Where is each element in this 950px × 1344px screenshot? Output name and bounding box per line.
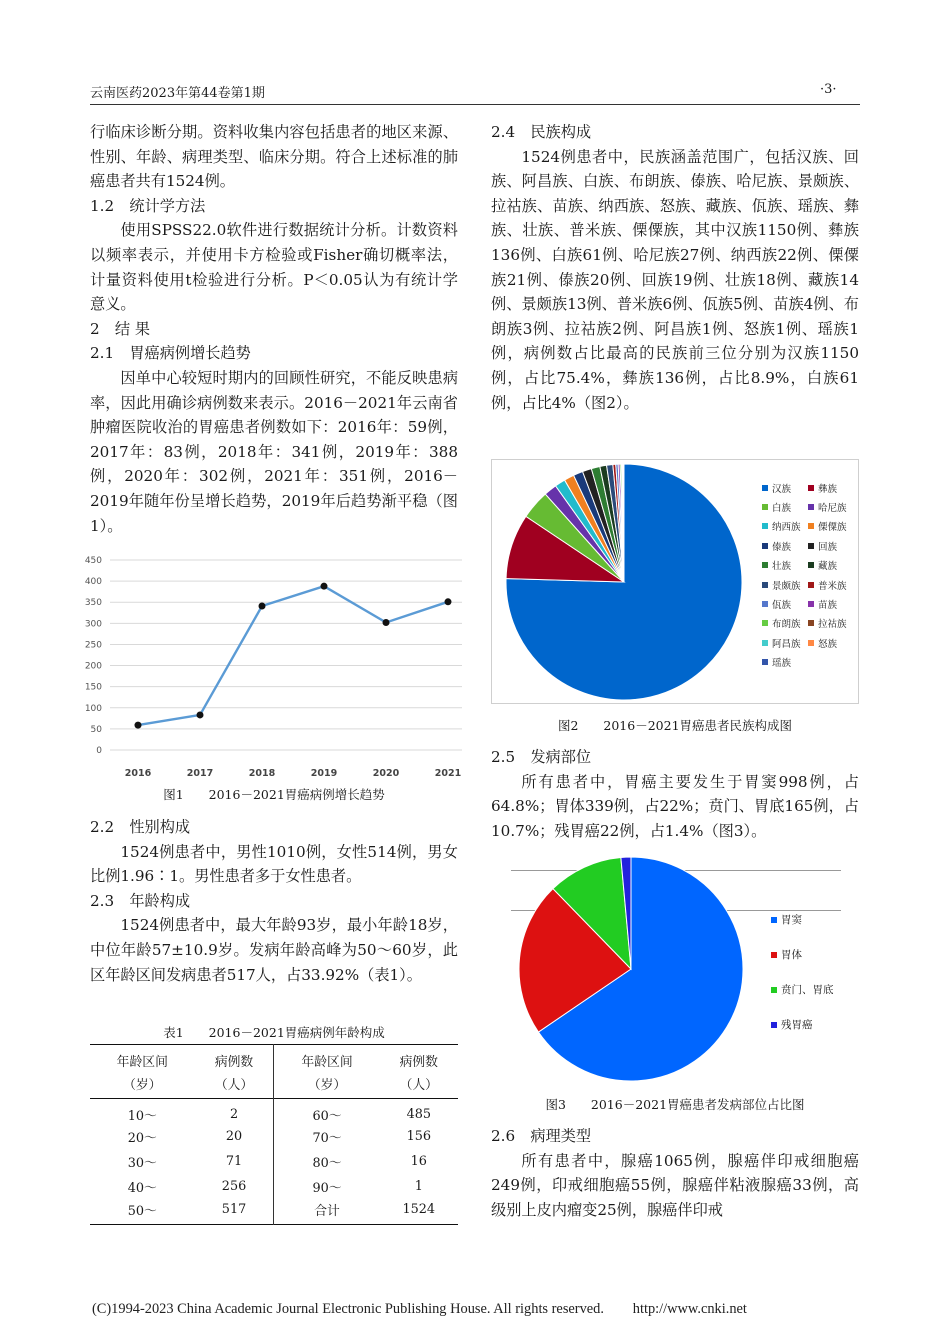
- table-cell: 80～: [312, 1156, 342, 1171]
- legend-entry: [762, 655, 808, 669]
- legend-label: 贲门、胃底: [781, 984, 834, 996]
- paragraph: 因单中心较短时期内的回顾性研究，不能反映患病率，因此用确诊病例数来表示。2016－2021年云南省肿瘤医院收治的胃癌患者例数如下：2016年：59例，2017年：83例，2018年：341例，2019年：388例，2020年：302例，2021年：351例，2016－2019年随年份呈增长趋势，2019年后趋势渐平稳（图1）。: [90, 368, 458, 535]
- legend-label: 彝族: [818, 483, 838, 495]
- table-caption: 表1 2016－2021胃癌病例年龄构成: [163, 1025, 385, 1040]
- legend-row: [762, 536, 857, 555]
- paragraph: 使用SPSS22.0软件进行数据统计分析。计数资料以频率表示，并使用卡方检验或Fisher确切概率法，计量资料使用t检验进行分析。P＜0.05认为有统计学意义。: [90, 221, 458, 314]
- table-cell: 156: [406, 1129, 431, 1144]
- table-header: 年龄区间: [116, 1055, 168, 1070]
- y-tick-label: 450: [84, 556, 102, 566]
- ethnic-pie-frame: [491, 459, 859, 704]
- header-rule: [90, 104, 860, 105]
- table-cell: 30～: [127, 1156, 157, 1171]
- legend-row: [762, 497, 857, 516]
- legend-label: 哈尼族: [818, 503, 847, 515]
- legend-swatch: [762, 485, 768, 491]
- y-tick-label: 350: [84, 598, 102, 609]
- x-tick-label: 2021: [434, 768, 462, 779]
- legend-swatch: [771, 987, 777, 993]
- legend-entry: [762, 578, 808, 592]
- y-tick-label: 100: [84, 703, 102, 714]
- legend-label: 残胃癌: [781, 1019, 813, 1031]
- copyright-footer: (C)1994-2023 China Academic Journal Electronic Publishing House. All rights reserved. http://www.cnki.net: [92, 1301, 747, 1317]
- legend-entry: [762, 481, 808, 495]
- legend-entry: [771, 902, 859, 937]
- table-cell: 2: [195, 1099, 274, 1125]
- table-unit: （人）: [195, 1070, 274, 1099]
- table-unit: （岁）: [307, 1078, 347, 1093]
- paragraph: 行临床诊断分期。资料收集内容包括患者的地区来源、性别、年龄、病理类型、临床分期。符合上述标准的肺癌患者共有1524例。: [90, 123, 458, 191]
- table-row: [90, 1099, 458, 1125]
- section-heading: 2.1 胃癌病例增长趋势: [90, 344, 251, 363]
- legend-label: 景颇族: [772, 580, 801, 592]
- legend-entry: [808, 558, 854, 572]
- legend-swatch: [808, 640, 814, 646]
- section-heading: 2.2 性别构成: [90, 818, 191, 836]
- legend-label: 胃窦: [781, 914, 802, 926]
- legend-label: 阿昌族: [772, 638, 801, 650]
- legend-entry: [771, 1007, 859, 1042]
- site-legend: [771, 902, 859, 1042]
- legend-row: [762, 556, 857, 575]
- left-column-lower: [90, 815, 458, 987]
- legend-swatch: [762, 582, 768, 588]
- legend-entry: [808, 519, 854, 533]
- legend-label: 纳西族: [772, 522, 801, 534]
- data-point: [259, 603, 266, 610]
- y-tick-label: 50: [90, 724, 102, 735]
- legend-label: 傣族: [772, 541, 792, 553]
- x-tick-label: 2019: [310, 768, 338, 779]
- legend-row: [762, 575, 857, 594]
- table-cell: 517: [195, 1199, 274, 1224]
- age-table: [90, 1044, 458, 1225]
- legend-label: 汉族: [772, 483, 792, 495]
- left-column: [90, 120, 458, 538]
- legend-entry: [771, 937, 859, 972]
- legend-label: 怒族: [818, 638, 838, 650]
- table-cell: 20～: [127, 1131, 157, 1146]
- legend-label: 普米族: [818, 580, 847, 592]
- legend-label: 壮族: [772, 561, 792, 573]
- legend-swatch: [762, 504, 768, 510]
- legend-swatch: [808, 562, 814, 568]
- table-cell: 1524: [402, 1202, 436, 1218]
- paragraph: 所有患者中，胃癌主要发生于胃窦998例，占64.8%；胃体339例，占22%；贲门、胃底165例，占10.7%；残胃癌22例，占1.4%（图3）。: [491, 772, 859, 840]
- figure-caption: 图2 2016－2021胃癌患者民族构成图: [557, 718, 793, 733]
- legend-entry: [808, 616, 854, 630]
- legend-swatch: [762, 620, 768, 626]
- y-tick-label: 200: [84, 661, 102, 672]
- legend-entry: [808, 597, 854, 611]
- legend-entry: [762, 519, 808, 533]
- table-cell: 70～: [312, 1131, 342, 1146]
- right-column: [491, 120, 859, 415]
- data-point: [445, 598, 452, 605]
- figure-caption: 图1 2016－2021胃癌病例增长趋势: [163, 787, 385, 802]
- legend-row: [762, 517, 857, 536]
- paragraph: 1524例患者中，民族涵盖范围广，包括汉族、回族、阿昌族、白族、布朗族、傣族、哈尼族、景颇族、拉祜族、苗族、纳西族、怒族、藏族、佤族、瑶族、彝族、壮族、普米族、傈僳族，其中汉族1150例、彝族136例、白族61例、哈尼族27例、纳西族22例、傈僳族21例、傣族20例、回族19例、壮族18例、藏族14例、景颇族13例、普米族6例、佤族5例、苗族4例、布朗族3例、拉祜族2例、阿昌族1例、怒族1例、瑶族1例，病例数占比最高的民族前三位分别为汉族1150例，占比75.4%，彝族136例，占比8.9%，白族61例，占比4%（图2）。: [491, 147, 859, 412]
- table-unit: （岁）: [123, 1078, 162, 1093]
- table-cell: 485: [406, 1107, 431, 1122]
- x-tick-label: 2018: [248, 768, 276, 779]
- table-header: 年龄区间: [301, 1055, 353, 1070]
- table-row: [90, 1199, 458, 1224]
- legend-label: 佤族: [772, 600, 792, 612]
- table-cell: 20: [195, 1124, 274, 1149]
- y-tick-label: 150: [84, 682, 102, 693]
- legend-swatch: [808, 582, 814, 588]
- legend-row: [762, 633, 857, 652]
- ethnic-pie-chart: [504, 462, 744, 702]
- legend-swatch: [762, 562, 768, 568]
- legend-swatch: [771, 952, 777, 958]
- table-cell: 合计: [314, 1204, 340, 1220]
- x-tick-label: 2020: [372, 768, 400, 779]
- x-tick-label: 2017: [186, 768, 214, 779]
- paragraph: 所有患者中，腺癌1065例，腺癌伴印戒细胞癌249例，印戒细胞癌55例，腺癌伴粘液腺癌33例，高级别上皮内瘤变25例，腺癌伴印戒: [491, 1151, 859, 1219]
- paragraph: 1524例患者中，最大年龄93岁，最小年龄18岁，中位年龄57±10.9岁。发病年龄高峰为50～60岁，此区年龄区间发病患者517人，占33.92%（表1）。: [90, 916, 458, 984]
- journal-header: 云南医药2023年第44卷第1期: [90, 86, 265, 101]
- table-row: [90, 1124, 458, 1149]
- legend-entry: [762, 539, 808, 553]
- legend-swatch: [808, 523, 814, 529]
- growth-line-chart: [80, 552, 470, 784]
- x-tick-label: 2016: [124, 768, 152, 779]
- legend-entry: [808, 636, 854, 650]
- section-heading: 2 结 果: [90, 319, 151, 338]
- legend-entry: [771, 972, 859, 1007]
- legend-row: [762, 478, 857, 497]
- legend-row: [762, 594, 857, 613]
- legend-swatch: [808, 485, 814, 491]
- section-heading: 2.3 年龄构成: [90, 891, 191, 910]
- data-point: [383, 619, 390, 626]
- paragraph: 1524例患者中，男性1010例，女性514例，男女比例1.96∶1。男性患者多于女性患者。: [90, 842, 458, 886]
- right-column-lower: [491, 1124, 859, 1222]
- table-cell: 1: [414, 1179, 423, 1194]
- y-tick-label: 300: [84, 619, 102, 630]
- legend-entry: [808, 578, 854, 592]
- section-heading: 1.2 统计学方法: [90, 196, 206, 215]
- right-column-mid: [491, 745, 859, 843]
- legend-swatch: [762, 523, 768, 529]
- section-heading: 2.4 民族构成: [491, 123, 592, 141]
- legend-label: 白族: [772, 503, 792, 515]
- legend-label: 傈僳族: [818, 522, 847, 534]
- data-point: [197, 711, 204, 718]
- legend-row: [762, 653, 857, 672]
- legend-entry: [762, 616, 808, 630]
- table-row: [90, 1174, 458, 1199]
- legend-swatch: [762, 601, 768, 607]
- table-cell: 40～: [127, 1181, 157, 1196]
- table-cell: 60～: [312, 1109, 342, 1124]
- legend-label: 瑶族: [772, 658, 792, 670]
- legend-label: 苗族: [818, 600, 838, 612]
- data-point: [321, 583, 328, 590]
- table-row: [90, 1149, 458, 1174]
- legend-swatch: [808, 601, 814, 607]
- legend-swatch: [762, 543, 768, 549]
- table-cell: 256: [195, 1174, 274, 1199]
- legend-entry: [808, 500, 854, 514]
- legend-label: 胃体: [781, 949, 802, 961]
- series-line: [138, 586, 448, 725]
- legend-label: 回族: [818, 541, 838, 553]
- ethnic-legend: [762, 478, 857, 672]
- legend-swatch: [771, 917, 777, 923]
- table-header: 病例数: [195, 1045, 274, 1071]
- legend-swatch: [762, 659, 768, 665]
- legend-label: 布朗族: [772, 619, 801, 631]
- legend-entry: [808, 539, 854, 553]
- page-number: ·3·: [820, 82, 837, 97]
- legend-swatch: [808, 543, 814, 549]
- legend-entry: [762, 558, 808, 572]
- table-cell: 71: [195, 1149, 274, 1174]
- figure-caption: 图3 2016－2021胃癌患者发病部位占比图: [545, 1097, 805, 1112]
- legend-label: 藏族: [818, 561, 838, 573]
- site-pie-chart: [516, 854, 746, 1084]
- legend-entry: [762, 500, 808, 514]
- legend-entry: [762, 636, 808, 650]
- legend-swatch: [808, 504, 814, 510]
- legend-entry: [762, 597, 808, 611]
- site-pie-frame: [491, 850, 859, 1090]
- legend-label: 拉祜族: [818, 619, 847, 631]
- legend-swatch: [808, 620, 814, 626]
- section-heading: 2.6 病理类型: [491, 1127, 592, 1145]
- legend-row: [762, 614, 857, 633]
- table-cell: 10～: [127, 1109, 157, 1124]
- table-cell: 16: [410, 1154, 427, 1169]
- legend-swatch: [762, 640, 768, 646]
- table-cell: 90～: [312, 1181, 342, 1196]
- data-point: [135, 722, 142, 729]
- y-tick-label: 400: [84, 577, 102, 588]
- legend-entry: [808, 481, 854, 495]
- table-cell: 50～: [127, 1204, 157, 1220]
- section-heading: 2.5 发病部位: [491, 748, 592, 766]
- table-unit: （人）: [399, 1078, 438, 1093]
- y-tick-label: 250: [84, 640, 102, 651]
- y-tick-label: 0: [96, 746, 102, 756]
- table-header: 病例数: [399, 1055, 438, 1070]
- legend-swatch: [771, 1022, 777, 1028]
